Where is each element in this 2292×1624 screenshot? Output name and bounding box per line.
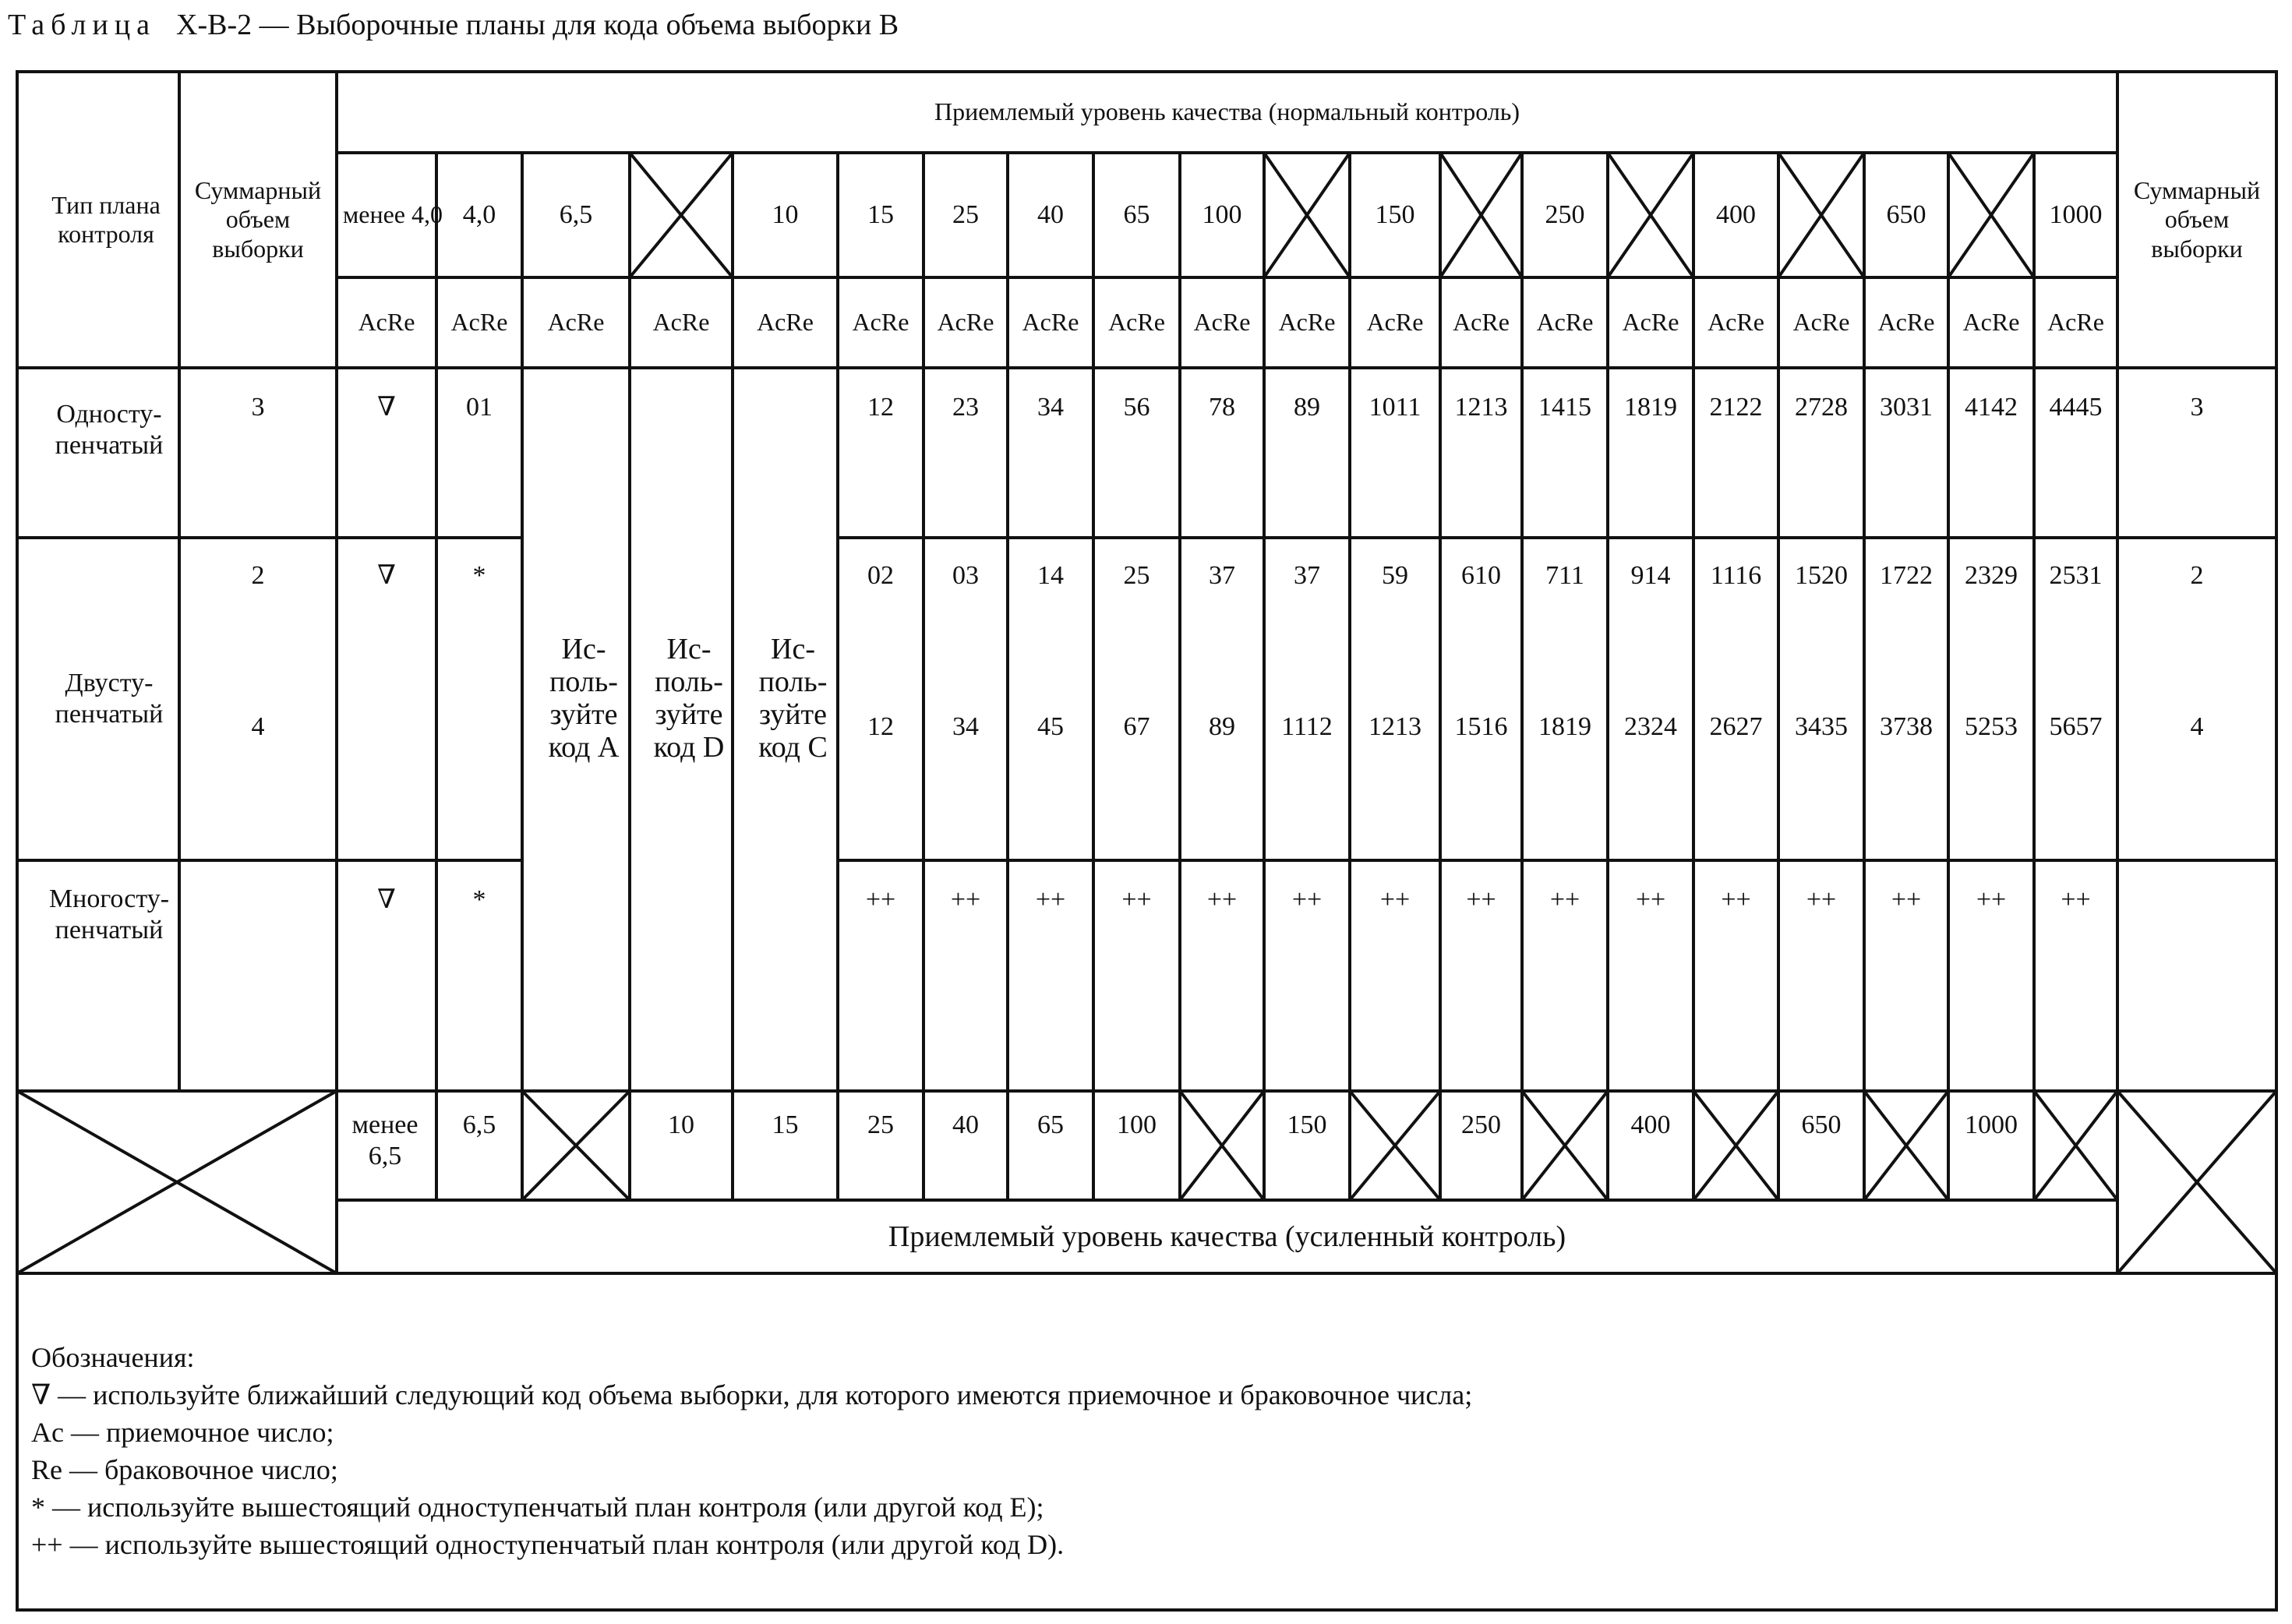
multiple-plan-symbol: ++: [1466, 884, 1496, 914]
multiple-plan-symbol: ++: [1379, 884, 1411, 914]
double-acre-value-1: 2531: [2049, 560, 2103, 590]
sample-size-double-2: 4: [251, 711, 265, 741]
sample-size-right-single: 3: [2190, 392, 2204, 422]
acre-label: AcRe: [1022, 308, 1079, 337]
acre-label: AcRe: [1108, 308, 1165, 337]
double-acre-value-2: 1213: [1368, 711, 1421, 741]
legend-notes: [31, 1339, 1472, 1563]
acre-label: AcRe: [358, 308, 415, 337]
table-caption: [8, 3, 899, 47]
aql-tightened-value: 400: [1630, 1110, 1671, 1139]
acre-label: AcRe: [1278, 308, 1336, 337]
legend-line: ++ — используйте вышестоящий одноступенчатый план контроля (или другой код D).: [31, 1529, 1065, 1560]
double-acre-value-1: 1520: [1795, 560, 1848, 590]
row-label-double: Двусту-пенчатый: [55, 668, 164, 729]
empty-cross-cell: [1264, 153, 1350, 277]
aql-value: 6,5: [559, 199, 593, 229]
header-plan-type: Тип плана контроля: [51, 190, 161, 248]
single-acre-value: 1213: [1454, 392, 1508, 422]
acre-label: AcRe: [1193, 308, 1251, 337]
multiple-plan-symbol: ++: [1635, 884, 1666, 914]
acre-label: AcRe: [652, 308, 710, 337]
acre-label: AcRe: [2047, 308, 2104, 337]
higher-plan-symbol: *: [472, 884, 486, 914]
double-acre-value-2: 2324: [1624, 711, 1677, 741]
sample-size-right-double-2: 4: [2190, 711, 2204, 741]
aql-value: 4,0: [462, 199, 496, 229]
legend-line: ∇ — используйте ближайший следующий код объема выборки, для которого имеются приемочное и браковочное числа;: [31, 1379, 1473, 1410]
single-acre-value: 23: [952, 392, 979, 422]
next-code-symbol: ∇: [377, 560, 396, 590]
aql-tightened-value: 10: [668, 1110, 694, 1139]
aql-value: 650: [1886, 199, 1926, 229]
aql-tightened-value: менее 6,5: [351, 1110, 418, 1171]
multiple-plan-symbol: ++: [1806, 884, 1837, 914]
double-acre-value-2: 1112: [1281, 711, 1333, 741]
empty-cross-cell: [1608, 153, 1693, 277]
empty-cross-cell: [630, 153, 733, 277]
double-acre-value-1: 14: [1037, 560, 1064, 590]
single-acre-value: 1819: [1624, 392, 1677, 422]
acre-value: 01: [466, 392, 493, 422]
double-acre-value-1: 711: [1545, 560, 1584, 590]
double-acre-value-2: 5657: [2049, 711, 2103, 741]
header-aql-normal: Приемлемый уровень качества (нормальный контроль): [934, 97, 1520, 126]
empty-cross-cell: [1522, 1091, 1608, 1200]
acre-label: AcRe: [1366, 308, 1424, 337]
multiple-plan-symbol: ++: [2061, 884, 2091, 914]
acre-label: AcRe: [1708, 308, 1764, 337]
multiple-plan-symbol: ++: [1035, 884, 1066, 914]
acre-label: AcRe: [1962, 308, 2020, 337]
double-acre-value-2: 89: [1209, 711, 1235, 741]
aql-tightened-value: 650: [1801, 1110, 1842, 1139]
acre-label: AcRe: [1536, 308, 1594, 337]
legend-line: * — используйте вышестоящий одноступенчатый план контроля (или другой код E);: [31, 1492, 1044, 1523]
single-acre-value: 3031: [1880, 392, 1933, 422]
double-acre-value-1: 1722: [1880, 560, 1933, 590]
multiple-plan-symbol: ++: [1891, 884, 1922, 914]
single-acre-value: 4445: [2049, 392, 2103, 422]
empty-cross-cell: [1608, 153, 1693, 277]
empty-cross-cell: [1778, 153, 1864, 277]
double-acre-value-2: 1819: [1538, 711, 1591, 741]
double-acre-value-2: 3435: [1795, 711, 1848, 741]
acre-label: AcRe: [1877, 308, 1935, 337]
empty-cross-cell: [1864, 1091, 1948, 1200]
double-acre-value-2: 45: [1037, 711, 1064, 741]
empty-cross-cell: [1948, 153, 2034, 277]
sample-size-single: 3: [251, 392, 265, 422]
sample-size-double-1: 2: [251, 560, 265, 590]
acre-label: AcRe: [937, 308, 994, 337]
double-acre-value-2: 34: [952, 711, 979, 741]
aql-tightened-value: 6,5: [462, 1110, 496, 1139]
aql-value: 10: [772, 199, 799, 229]
empty-cross-cell: [1778, 153, 1864, 277]
multiple-plan-symbol: ++: [1549, 884, 1580, 914]
aql-tightened-value: 65: [1037, 1110, 1064, 1139]
double-acre-value-1: 25: [1123, 560, 1150, 590]
multiple-plan-symbol: ++: [1976, 884, 2007, 914]
empty-cross-cell: [1948, 153, 2034, 277]
sample-size-right-double-1: 2: [2190, 560, 2204, 590]
single-acre-value: 2122: [1709, 392, 1763, 422]
header-aql-tightened: Приемлемый уровень качества (усиленный контроль): [888, 1220, 1566, 1253]
double-acre-value-1: 610: [1461, 560, 1501, 590]
multiple-plan-symbol: ++: [1721, 884, 1751, 914]
double-acre-value-1: 1116: [1710, 560, 1762, 590]
empty-cross-cell: [522, 1091, 630, 1200]
single-acre-value: 34: [1037, 392, 1064, 422]
single-acre-value: 1415: [1538, 392, 1591, 422]
empty-cross-cell: [2117, 1091, 2276, 1273]
multiple-plan-symbol: ++: [1121, 884, 1152, 914]
aql-tightened-value: 25: [867, 1110, 894, 1139]
higher-plan-symbol: *: [472, 560, 486, 590]
empty-cross-cell: [1264, 153, 1350, 277]
acre-label: AcRe: [1622, 308, 1679, 337]
multiple-plan-symbol: ++: [865, 884, 896, 914]
empty-cross-cell: [1350, 1091, 1440, 1200]
empty-cross-cell: [1350, 1091, 1440, 1200]
aql-value: 25: [952, 199, 979, 229]
double-acre-value-2: 67: [1123, 711, 1150, 741]
empty-cross-cell: [630, 153, 733, 277]
empty-cross-cell: [2034, 1091, 2117, 1200]
single-acre-value: 56: [1123, 392, 1150, 422]
aql-value: 250: [1545, 199, 1585, 229]
row-label-single: Односту-пенчатый: [55, 399, 164, 460]
aql-value: 40: [1037, 199, 1064, 229]
aql-value: 15: [867, 199, 894, 229]
aql-tightened-value: 150: [1287, 1110, 1327, 1139]
aql-value: менее 4,0: [343, 200, 443, 229]
aql-tightened-value: 15: [772, 1110, 799, 1139]
aql-value: 1000: [2049, 199, 2103, 229]
empty-cross-cell: [1864, 1091, 1948, 1200]
header-sample-size: Суммарный объем выборки: [194, 176, 322, 263]
aql-tightened-value: 40: [952, 1110, 979, 1139]
double-acre-value-2: 12: [867, 711, 894, 741]
acre-label: AcRe: [547, 308, 605, 337]
header-sample-size-right: Суммарный объем выборки: [2133, 176, 2261, 263]
use-code-d: Ис-поль-зуйте код D: [653, 633, 725, 764]
empty-cross-cell: [1693, 1091, 1778, 1200]
single-acre-value: 78: [1209, 392, 1235, 422]
double-acre-value-2: 1516: [1454, 711, 1508, 741]
acre-label: AcRe: [1453, 308, 1510, 337]
aql-tightened-value: 250: [1461, 1110, 1501, 1139]
acre-label: AcRe: [1792, 308, 1850, 337]
caption-title: X-B-2 — Выборочные планы для кода объема выборки B: [176, 9, 899, 41]
double-acre-value-1: 37: [1294, 560, 1320, 590]
acre-label: AcRe: [450, 308, 508, 337]
next-code-symbol: ∇: [377, 392, 396, 422]
empty-cross-cell: [1440, 153, 1522, 277]
double-acre-value-2: 5253: [1965, 711, 2018, 741]
double-acre-value-1: 02: [867, 560, 894, 590]
single-acre-value: 89: [1294, 392, 1320, 422]
aql-value: 100: [1202, 199, 1242, 229]
aql-value: 65: [1123, 199, 1150, 229]
double-acre-value-2: 3738: [1880, 711, 1933, 741]
aql-tightened-value: 100: [1117, 1110, 1157, 1139]
single-acre-value: 2728: [1795, 392, 1848, 422]
empty-cross-cell: [17, 1091, 337, 1273]
single-acre-value: 12: [867, 392, 894, 422]
double-acre-value-1: 59: [1382, 560, 1408, 590]
next-code-symbol: ∇: [377, 884, 396, 914]
legend-line: Re — браковочное число;: [31, 1454, 338, 1485]
empty-cross-cell: [1522, 1091, 1608, 1200]
caption-word: Таблица: [8, 9, 157, 41]
empty-cross-cell: [1440, 153, 1522, 277]
use-code-a: Ис-поль-зуйте код A: [548, 633, 620, 764]
empty-cross-cell: [2034, 1091, 2117, 1200]
empty-cross-cell: [1693, 1091, 1778, 1200]
single-acre-value: 1011: [1368, 392, 1421, 422]
double-acre-value-2: 2627: [1709, 711, 1763, 741]
legend-line: Ac — приемочное число;: [31, 1417, 334, 1448]
double-acre-value-1: 03: [952, 560, 979, 590]
multiple-plan-symbol: ++: [1206, 884, 1238, 914]
legend-title: Обозначения:: [31, 1342, 195, 1373]
single-acre-value: 4142: [1965, 392, 2018, 422]
multiple-plan-symbol: ++: [950, 884, 981, 914]
multiple-plan-symbol: ++: [1291, 884, 1323, 914]
empty-cross-cell: [1180, 1091, 1264, 1200]
empty-cross-cell: [2117, 1091, 2276, 1273]
double-acre-value-1: 914: [1630, 560, 1671, 590]
double-acre-value-1: 2329: [1965, 560, 2018, 590]
aql-value: 400: [1716, 199, 1756, 229]
acre-label: AcRe: [852, 308, 909, 337]
acre-label: AcRe: [757, 308, 814, 337]
aql-value: 150: [1375, 199, 1415, 229]
empty-cross-cell: [1180, 1091, 1264, 1200]
double-acre-value-1: 37: [1209, 560, 1235, 590]
use-code-c: Ис-поль-зуйте код C: [758, 633, 828, 764]
empty-cross-cell: [17, 1091, 337, 1273]
row-label-multiple: Многосту-пенчатый: [48, 884, 170, 944]
empty-cross-cell: [522, 1091, 630, 1200]
aql-tightened-value: 1000: [1965, 1110, 2018, 1139]
